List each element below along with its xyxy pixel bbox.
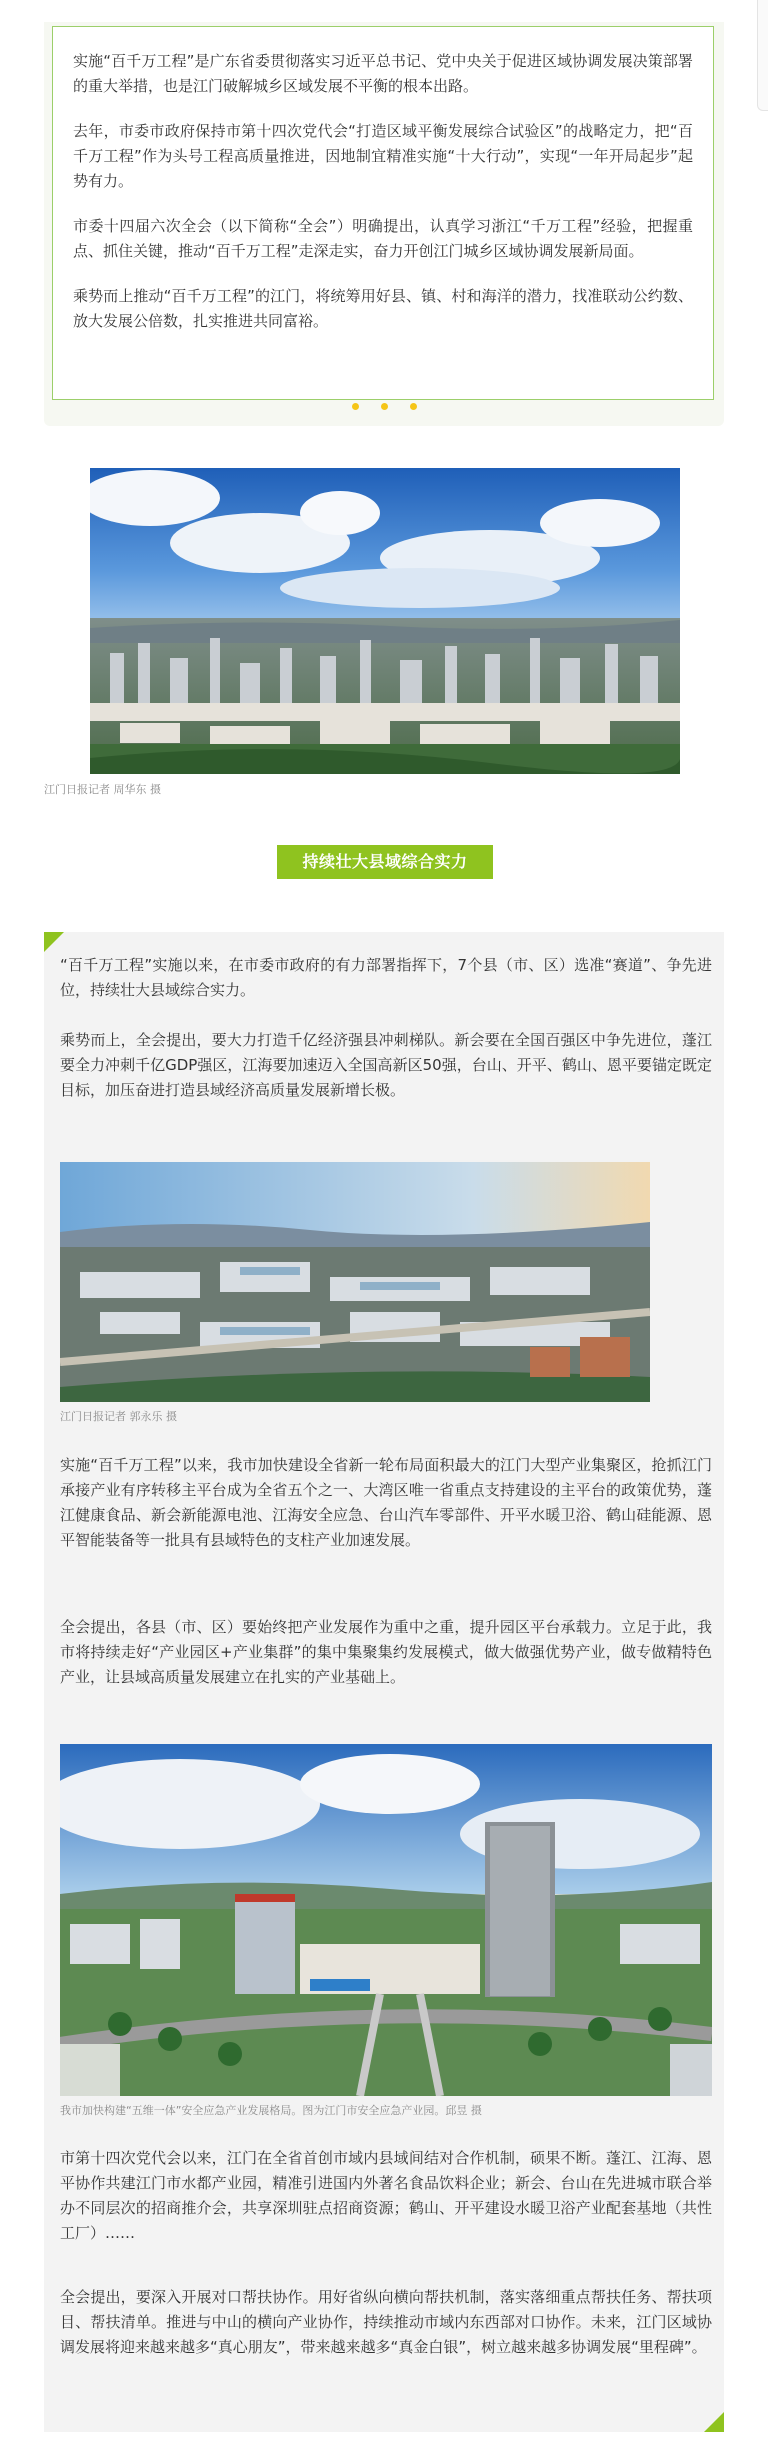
industrial-park-photo (60, 1162, 650, 1402)
intro-paragraph-2: 去年，市委市政府保持市第十四次党代会“打造区域平衡发展综合试验区”的战略定力，把“百千万工程”作为头号工程高质量推进，因地制宜精准实施“十大行动”，实现“一年开局起步”起势有力。 (73, 122, 693, 190)
intro-panel (44, 22, 724, 426)
corner-triangle-icon (44, 932, 64, 952)
intro-paragraph-4: 乘势而上推动“百千万工程”的江门，将统筹用好县、镇、村和海洋的潜力，找准联动公约数、放大发展公倍数，扎实推进共同富裕。 (73, 287, 693, 330)
body-paragraph-2: 乘势而上，全会提出，要大力打造千亿经济强县冲刺梯队。新会要在全国百强区中争先进位，蓬江要全力冲刺千亿GDP强区，江海要加速迈入全国高新区50强，台山、开平、鹤山、恩平要锚定既定目标，加压奋进打造县域经济高质量发展新增长极。 (60, 1031, 712, 1099)
scroll-edge (757, 0, 768, 111)
corner-triangle-icon (704, 2412, 724, 2432)
intro-paragraph-1: 实施“百千万工程”是广东省委贯彻落实习近平总书记、党中央关于促进区域协调发展决策部署的重大举措，也是江门破解城乡区域发展不平衡的根本出路。 (73, 52, 693, 95)
dot-icon (352, 403, 359, 410)
dot-icon (381, 403, 388, 410)
photo-caption: 江门日报记者 郭永乐 摄 (60, 1410, 177, 1423)
body-paragraph-4: 全会提出，各县（市、区）要始终把产业发展作为重中之重，提升园区平台承载力。立足于此，我市将持续走好“产业园区+产业集群”的集中集聚集约发展模式，做大做强优势产业，做专做精特色产业，让县域高质量发展建立在扎实的产业基础上。 (60, 1618, 712, 1686)
body-paragraph-3: 实施“百千万工程”以来，我市加快建设全省新一轮布局面积最大的江门大型产业集聚区，抢抓江门承接产业有序转移主平台成为全省五个之一、大湾区唯一省重点支持建设的主平台的政策优势，蓬江健康食品、新会新能源电池、江海安全应急、台山汽车零部件、开平水暖卫浴、鹤山硅能源、恩平智能装备等一批具有县域特色的支柱产业加速发展。 (60, 1456, 712, 1549)
city-aerial-photo (90, 468, 680, 774)
body-paragraph-6: 全会提出，要深入开展对口帮扶协作。用好省纵向横向帮扶机制，落实落细重点帮扶任务、帮扶项目、帮扶清单。推进与中山的横向产业协作，持续推动市域内东西部对口协作。未来，江门区域协调发展将迎来越来越多“真心朋友”，带来越来越多“真金白银”，树立越来越多协调发展“里程碑”。 (60, 2288, 712, 2356)
decorative-dots (44, 403, 724, 413)
intro-box (52, 26, 714, 400)
dot-icon (410, 403, 417, 410)
intro-paragraph-3: 市委十四届六次全会（以下简称“全会”）明确提出，认真学习浙江“千万工程”经验，把握重点、抓住关键，推动“百千万工程”走深走实，奋力开创江门城乡区域协调发展新局面。 (73, 217, 693, 260)
section-heading: 持续壮大县域综合实力 (277, 845, 493, 879)
body-paragraph-1: “百千万工程”实施以来，在市委市政府的有力部署指挥下，7个县（市、区）选准“赛道”、争先进位，持续壮大县域综合实力。 (60, 956, 712, 999)
body-paragraph-5: 市第十四次党代会以来，江门在全省首创市域内县域间结对合作机制，硕果不断。蓬江、江海、恩平协作共建江门市水都产业园，精准引进国内外著名食品饮料企业；新会、台山在先进城市联合举办不同层次的招商推介会，共享深圳驻点招商资源；鹤山、开平建设水暖卫浴产业配套基地（共性工厂）…… (60, 2149, 712, 2242)
photo-caption: 我市加快构建“五维一体”安全应急产业发展格局。图为江门市安全应急产业园。邱昱 摄 (60, 2104, 482, 2117)
photo-caption: 江门日报记者 周华东 摄 (44, 783, 161, 796)
safety-industry-park-photo (60, 1744, 712, 2096)
